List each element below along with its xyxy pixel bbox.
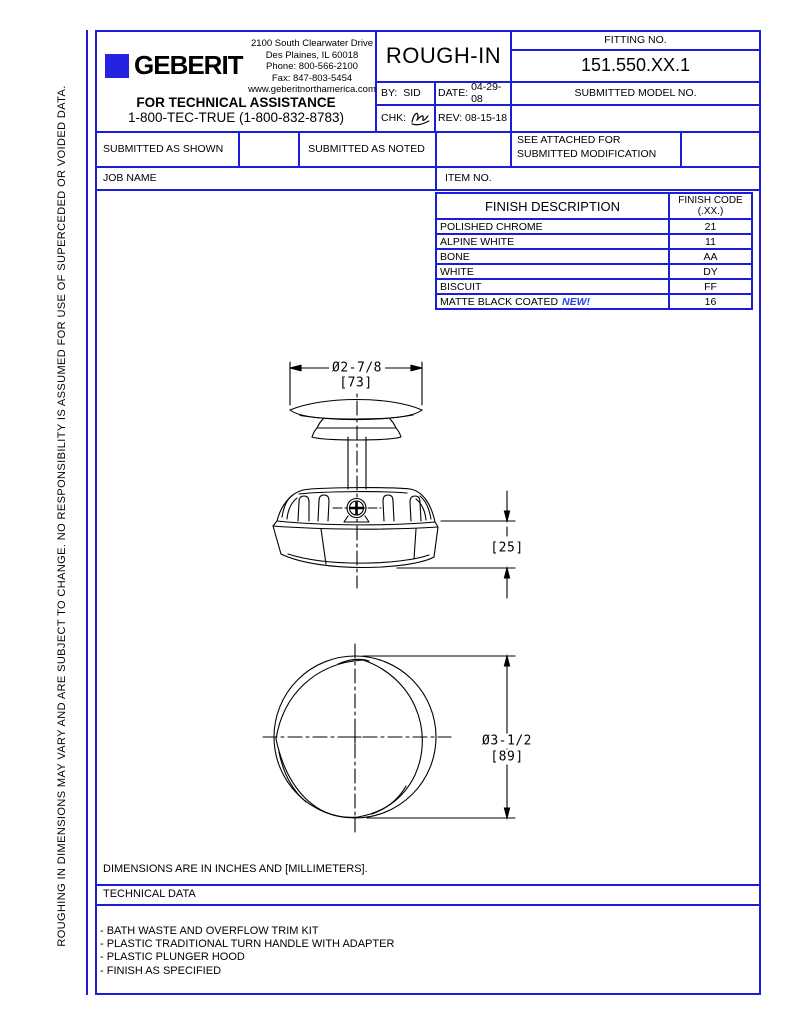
see-attached-line2: SUBMITTED MODIFICATION (517, 147, 657, 160)
address-line: Des Plaines, IL 60018 (265, 49, 359, 61)
arrowhead (290, 365, 301, 371)
skirt-sides (273, 526, 438, 557)
logo-wordmark: GEBERIT (134, 50, 243, 80)
finish-description-header: FINISH DESCRIPTION (484, 198, 621, 214)
side-view (273, 362, 515, 598)
top-view (263, 644, 515, 832)
submitted-as-shown-label: SUBMITTED AS SHOWN (103, 142, 224, 155)
grip-slot (318, 495, 329, 521)
rev-label: REV: (438, 111, 463, 124)
arrowhead (504, 808, 509, 818)
dim-handle-diameter-inches: Ø3-1/2 (479, 734, 535, 749)
finish-code: 11 (668, 235, 751, 248)
date-value: 04-29-08 (471, 80, 502, 105)
dim-handle-diameter-mm: [89] (487, 750, 526, 765)
technical-data-list (100, 925, 394, 978)
grip-slot (410, 496, 421, 521)
knob-disc (290, 400, 422, 420)
see-attached-checkbox[interactable] (682, 133, 759, 164)
finish-code: FF (668, 280, 751, 293)
see-attached-label (517, 134, 679, 161)
divider (95, 884, 761, 886)
item-no-label: ITEM NO. (445, 171, 492, 184)
date-cell (438, 81, 510, 104)
dim-knob-diameter-inches: Ø2-7/8 (329, 361, 385, 376)
side-disclaimer: ROUGHING IN DIMENSIONS MAY VARY AND ARE SUBJECT TO CHANGE. NO RESPONSIBILITY IS ASSUMED FOR USE OF SUPERCEDED OR VOIDED DATA. (56, 85, 68, 947)
rev-cell (438, 104, 510, 131)
grip-slot (298, 496, 309, 521)
assistance-title: FOR TECHNICAL ASSISTANCE (136, 95, 336, 110)
finish-code: DY (668, 265, 751, 278)
as-noted-checkbox[interactable] (437, 133, 508, 164)
by-cell (381, 81, 434, 104)
new-badge: NEW! (562, 295, 591, 308)
by-label: BY: (381, 86, 398, 99)
signature (410, 109, 434, 127)
assistance-phone: 1-800-TEC-TRUE (1-800-832-8783) (127, 110, 345, 125)
submitted-model-label: SUBMITTED MODEL NO. (574, 86, 697, 99)
divider (95, 904, 761, 906)
dim-knob-diameter-mm: [73] (336, 376, 375, 391)
list-item: - PLASTIC TRADITIONAL TURN HANDLE WITH ADAPTER (100, 938, 395, 951)
by-value: SID (403, 86, 421, 99)
finish-code: 16 (668, 295, 751, 308)
units-note: DIMENSIONS ARE IN INCHES AND [MILLIMETERS]. (103, 863, 368, 875)
technical-data-label: TECHNICAL DATA (103, 888, 196, 900)
as-shown-checkbox[interactable] (240, 133, 296, 164)
fitting-no-value: 151.550.XX.1 (580, 54, 691, 75)
job-name-label: JOB NAME (103, 171, 157, 184)
dim-handle-height-mm: [25] (487, 541, 526, 556)
list-item: - PLASTIC PLUNGER HOOD (100, 951, 245, 964)
skirt-top-edge (273, 526, 438, 529)
facet-arc (372, 786, 406, 814)
arrowhead (411, 365, 422, 371)
company-address (248, 38, 376, 96)
skirt-seams (321, 529, 416, 564)
logo-square-icon (105, 54, 129, 78)
dome-rim (299, 492, 407, 494)
submitted-as-noted-label: SUBMITTED AS NOTED (308, 142, 425, 155)
address-line: 2100 South Clearwater Drive (251, 38, 373, 49)
chk-cell (381, 104, 434, 131)
divider (434, 81, 436, 131)
finish-description: BISCUIT (440, 280, 482, 293)
finish-description: ALPINE WHITE (440, 235, 515, 248)
arrowhead (504, 568, 509, 578)
rev-value: 08-15-18 (465, 111, 508, 124)
address-line: Phone: 800-566-2100 (266, 61, 358, 73)
submitted-model-value-cell[interactable] (510, 104, 761, 131)
finish-code: AA (668, 250, 751, 263)
technical-drawing-area (95, 190, 761, 858)
finish-code: 21 (668, 220, 751, 233)
doc-type-title: ROUGH-IN (385, 42, 502, 68)
edge-facet (282, 495, 297, 519)
finish-code-header-line2: (.XX.) (697, 206, 724, 217)
arrowhead (504, 656, 509, 666)
finish-description: BONE (440, 250, 470, 263)
address-line: Fax: 847-803-5454 (271, 72, 353, 84)
see-attached-line1: SEE ATTACHED FOR (517, 134, 621, 146)
arrowhead (504, 511, 509, 521)
list-item: - BATH WASTE AND OVERFLOW TRIM KIT (100, 925, 319, 937)
geberit-logo (105, 50, 243, 81)
list-item: - FINISH AS SPECIFIED (100, 964, 222, 977)
finish-description: POLISHED CHROME (440, 220, 543, 233)
left-margin-line (86, 30, 88, 995)
finish-description: WHITE (440, 265, 474, 278)
date-label: DATE: (438, 86, 469, 99)
fitting-no-label: FITTING NO. (604, 33, 667, 46)
finish-description-text: MATTE BLACK COATED (440, 295, 559, 308)
technical-drawing (95, 190, 761, 858)
finish-code-header-line1: FINISH CODE (678, 195, 743, 206)
skirt-inner-rim (288, 554, 429, 563)
address-line: www.geberitnorthamerica.com (248, 84, 376, 96)
chk-label: CHK: (381, 111, 407, 124)
edge-facet (416, 496, 431, 520)
center-cross (349, 731, 361, 743)
grip-slot (383, 495, 394, 521)
